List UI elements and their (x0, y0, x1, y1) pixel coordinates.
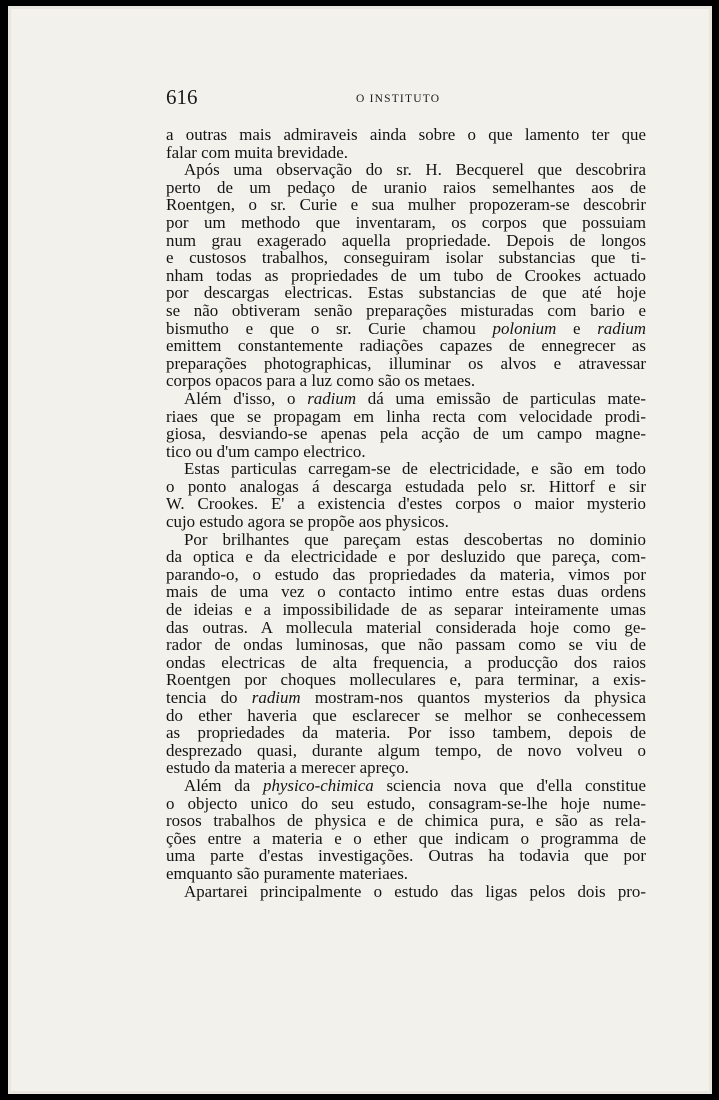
text-line: e custosos trabalhos, conseguiram isolar substancias que ti- (166, 248, 646, 268)
text-line: Estas particulas carregam-se de electricidade, e são em todo (184, 459, 646, 479)
text-segment: bismutho e que o sr. Curie chamou (166, 318, 493, 338)
text-line: por um methodo que inventaram, os corpos que possuiam (166, 212, 646, 232)
text-line (166, 689, 646, 707)
text-line: ções entre a materia e o ether que indicam o programma de (166, 828, 646, 848)
text-line: ondas electricas de alta frequencia, a producção dos raios (166, 652, 646, 672)
text-segment: sciencia nova que d'ella constitue (373, 775, 646, 795)
text-segment: e (556, 318, 598, 338)
text-line: rosos trabalhos de physica e de chimica pura, e são as rela- (166, 811, 646, 831)
text-line: do ether haveria que esclarecer se melhor se conhecessem (166, 705, 646, 725)
text-line: falar com muita brevidade. (166, 142, 348, 162)
text-line: tico ou d'um campo electrico. (166, 441, 366, 461)
text-line: mais de uma vez o contacto intimo entre estas duas ordens (166, 582, 646, 602)
text-line: num grau exagerado aquella propriedade. Depois de longos (166, 230, 646, 250)
text-line: riaes que se propagam em linha recta com velocidade prodi- (166, 406, 646, 426)
text-line: de ideias e a impossibilidade de as separar inteiramente umas (166, 600, 646, 620)
text-line: desprezado quasi, durante algum tempo, de novo volveu o (166, 740, 646, 760)
text-line: se não obtiveram senão preparações misturadas com bario e (166, 300, 646, 320)
text-line: das outras. A mollecula material considerada hoje como ge- (166, 617, 646, 637)
book-page (8, 6, 712, 1094)
text-line: uma parte d'estas investigações. Outras ha todavia que por (166, 846, 646, 866)
text-segment: Além d'isso, o (184, 388, 308, 408)
text-line: Apartarei principalmente o estudo das ligas pelos dois pro- (184, 881, 646, 901)
text-segment: mostram-nos quantos mysterios da physica (300, 688, 646, 707)
italic-term: radium (597, 318, 646, 338)
text-line: estudo da materia a merecer apreço. (166, 758, 409, 778)
text-line: por descargas electricas. Estas substancias de que até hoje (166, 283, 646, 303)
text-line: emquanto são puramente materiaes. (166, 863, 409, 883)
text-line: Por brilhantes que pareçam estas descobertas no dominio (184, 529, 646, 549)
text-line: parando-o, o estudo das propriedades da materia, vimos por (166, 564, 646, 584)
text-line: perto de um pedaço de uranio raios semelhantes aos de (166, 177, 646, 197)
text-line: giosa, desviando-se apenas pela acção de um campo magne- (166, 424, 646, 444)
text-line: da optica e da electricidade e por desluzido que pareça, com- (166, 547, 646, 567)
text-line: nham todas as propriedades de um tubo de Crookes actuado (166, 265, 646, 285)
text-line: o objecto unico do seu estudo, consagram-se-lhe hoje nume- (166, 793, 646, 813)
text-line: W. Crookes. E' a existencia d'estes corpos o maior mysterio (166, 494, 646, 514)
text-line: a outras mais admiraveis ainda sobre o que lamento ter que (166, 125, 646, 144)
text-line: rador de ondas luminosas, que não passam como se viu de (166, 635, 646, 655)
text-line: o ponto analogas á descarga estudada pelo sr. Hittorf e sir (166, 476, 646, 496)
text-line: preparações photographicas, illuminar os alvos e atravessar (166, 353, 646, 373)
text-line: Após uma observação do sr. H. Becquerel que descobrira (184, 160, 646, 180)
text-line (166, 390, 646, 408)
page-header (166, 85, 646, 113)
text-line (166, 320, 646, 338)
text-line: emittem constantemente radiações capazes de ennegrecer as (166, 336, 646, 356)
body-text (166, 126, 646, 900)
text-segment: Além da (184, 775, 263, 795)
text-line: as propriedades da materia. Por isso tambem, depois de (166, 723, 646, 743)
italic-term: polonium (492, 318, 557, 338)
text-line (166, 777, 646, 795)
running-title: O INSTITUTO (356, 93, 441, 105)
text-segment: tencia do (166, 688, 252, 707)
text-line: Roentgen por choques molleculares e, para terminar, a exis- (166, 670, 646, 690)
italic-term: radium (307, 388, 357, 408)
italic-term: physico-chimica (263, 775, 374, 795)
text-line: Roentgen, o sr. Curie e sua mulher propozeram-se descobrir (166, 195, 646, 215)
page-number: 616 (166, 85, 198, 109)
text-line: corpos opacos para a luz como são os metaes. (166, 371, 476, 391)
italic-term: radium (251, 688, 301, 707)
text-line: cujo estudo agora se propõe aos physicos. (166, 512, 449, 532)
text-segment: dá uma emissão de particulas mate- (356, 388, 647, 408)
